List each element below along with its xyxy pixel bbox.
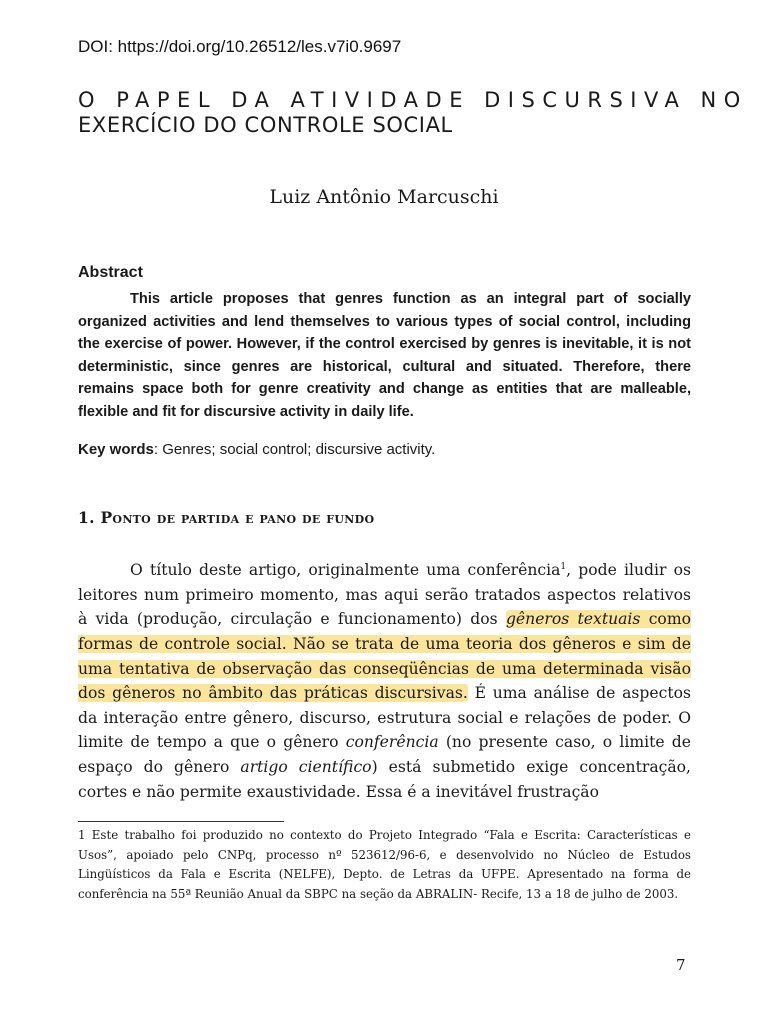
highlighted-term: gêneros textuais [505, 610, 641, 629]
keywords [78, 441, 435, 458]
article-title [78, 88, 748, 138]
para-text-2: , pode iludir os leitores num primeiro momento, mas aqui serão tratados aspectos relativos à vida (produção, circulação e funcionamento) dos [78, 561, 691, 629]
para-text-3: É uma análise de aspectos da interação entre gênero, discurso, estrutura social e relações de poder. O limite de tempo a que o gênero [78, 684, 692, 752]
footnote: 1 Este trabalho foi produzido no contexto do Projeto Integrado “Fala e Escrita: Características e Usos”, apoiado pelo CNPq, processo nº 523612/96-6, e desenvolvido no Núcleo de Estudos Lingüísticos da Fala e Escrita (NELFE), Depto. de Letras da UFPE. Apresentado na forma de conferência na 55ª Reunião Anual da SBPC na seção da ABRALIN- Recife, 13 a 18 de julho de 2003. [78, 828, 691, 902]
footnote-divider [78, 821, 284, 822]
body-paragraph [78, 555, 691, 804]
para-text-1: O título deste artigo, originalmente uma conferência [130, 561, 561, 580]
keywords-label: Key words [78, 441, 154, 458]
title-line-1: O PAPEL DA ATIVIDADE DISCURSIVA NO [78, 88, 748, 112]
abstract-text [78, 288, 691, 423]
abstract-body: This article proposes that genres function as an integral part of socially organized activities and lend themselves to various types of social control, including the exercise of power. However, if the control exercised by genres is inevitable, it is not deterministic, since genres are historical, cultural and situated. Therefore, there remains space both for genre creativity and change as entities that are malleable, flexible and fit for discursive activity in daily life. [78, 291, 691, 420]
para-text-4: (no presente caso, o limite de espaço do gênero [78, 733, 691, 776]
italic-term-conferencia: conferência [345, 733, 439, 752]
highlighted-text: como formas de controle social. Não se trata de uma teoria dos gêneros e sim de uma tentativa de observação das conseqüências de uma determinada visão dos gêneros no âmbito das práticas discursivas. [78, 610, 691, 703]
author-name: Luiz Antônio Marcuschi [269, 186, 499, 208]
page-number: 7 [676, 956, 686, 974]
abstract-heading: Abstract [78, 264, 143, 281]
title-line-2: EXERCÍCIO DO CONTROLE SOCIAL [78, 113, 453, 137]
keywords-list: : Genres; social control; discursive activity. [153, 441, 436, 458]
doi-link[interactable]: DOI: https://doi.org/10.26512/les.v7i0.9697 [78, 37, 402, 56]
para-text-5: ) está submetido exige concentração, cortes e não permite exaustividade. Essa é a inevitável frustração [78, 757, 691, 801]
footnote-marker[interactable]: 1 [560, 562, 567, 572]
section-heading: 1. Ponto de partida e pano de fundo [78, 508, 375, 527]
italic-term-artigo: artigo científico [240, 757, 372, 776]
